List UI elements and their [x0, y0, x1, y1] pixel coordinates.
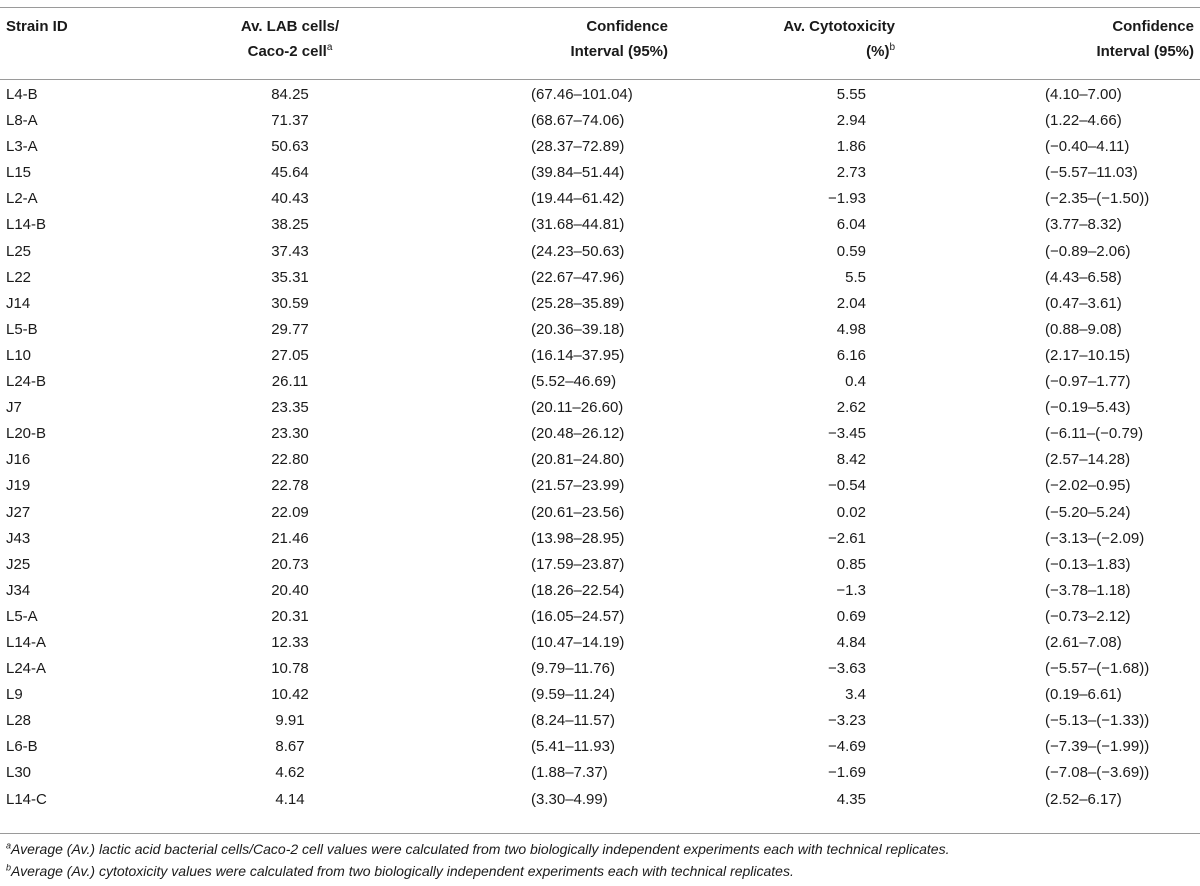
- cell-confidence-interval-2: (0.88–9.08): [1045, 320, 1122, 338]
- cell-confidence-interval-2: (−0.89–2.06): [1045, 242, 1131, 260]
- cell-strain-id: L20-B: [6, 425, 47, 443]
- bottom-rule: [0, 833, 1200, 834]
- cell-confidence-interval-1: (68.67–74.06): [531, 112, 625, 130]
- cell-av-cytotoxicity: 2.73: [836, 164, 866, 182]
- cell-strain-id: L2-A: [6, 190, 38, 208]
- cell-strain-id: J7: [6, 399, 22, 417]
- cell-av-cytotoxicity: −2.61: [828, 529, 866, 547]
- cell-confidence-interval-1: (20.11–26.60): [531, 399, 624, 417]
- cell-confidence-interval-2: (−5.20–5.24): [1045, 503, 1131, 521]
- cell-confidence-interval-1: (24.23–50.63): [531, 242, 625, 260]
- table-row: [0, 630, 1200, 656]
- table-row: [0, 317, 1200, 343]
- cell-confidence-interval-1: (13.98–28.95): [531, 529, 625, 547]
- cell-confidence-interval-2: (−0.97–1.77): [1045, 373, 1131, 391]
- cell-av-lab-cells: 22.09: [271, 503, 309, 521]
- header-confidence-interval-2: Confidence Interval (95%): [1096, 18, 1194, 60]
- header-strain-id: Strain ID: [6, 18, 68, 35]
- cell-av-cytotoxicity: 4.84: [836, 633, 866, 651]
- cell-strain-id: J34: [6, 581, 31, 599]
- cell-confidence-interval-2: (−0.73–2.12): [1045, 607, 1131, 625]
- cell-av-cytotoxicity: −3.63: [828, 660, 866, 678]
- cell-av-lab-cells: 20.73: [271, 555, 309, 573]
- table-row: [0, 212, 1200, 238]
- cell-av-cytotoxicity: 8.42: [836, 451, 866, 469]
- cell-confidence-interval-1: (20.48–26.12): [531, 425, 625, 443]
- table-header: [0, 10, 1200, 64]
- cell-av-lab-cells: 29.77: [271, 320, 309, 338]
- table-row: [0, 500, 1200, 526]
- table-row: [0, 343, 1200, 369]
- cell-av-lab-cells: 4.62: [275, 764, 305, 782]
- table-body: [0, 82, 1200, 813]
- cell-strain-id: L4-B: [6, 86, 38, 103]
- cell-av-cytotoxicity: 0.02: [836, 503, 866, 521]
- cell-confidence-interval-2: (−0.13–1.83): [1045, 555, 1131, 573]
- cell-confidence-interval-1: (22.67–47.96): [531, 268, 625, 286]
- cell-av-cytotoxicity: −0.54: [828, 477, 866, 495]
- cell-av-cytotoxicity: −1.93: [828, 190, 866, 208]
- table-row: [0, 526, 1200, 552]
- footnote-mark-b: b: [889, 42, 895, 53]
- cell-av-cytotoxicity: −3.45: [828, 425, 866, 443]
- cell-av-lab-cells: 27.05: [271, 346, 309, 364]
- cell-av-lab-cells: 23.30: [271, 425, 309, 443]
- cell-confidence-interval-1: (16.14–37.95): [531, 346, 625, 364]
- cell-strain-id: J19: [6, 477, 31, 495]
- cell-av-lab-cells: 84.25: [271, 86, 309, 103]
- cell-av-cytotoxicity: −3.23: [828, 712, 866, 730]
- table-row: [0, 656, 1200, 682]
- table-row: [0, 134, 1200, 160]
- top-rule: [0, 7, 1200, 8]
- cell-confidence-interval-2: (−2.35–(−1.50)): [1045, 190, 1150, 208]
- cell-confidence-interval-2: (−0.19–5.43): [1045, 399, 1131, 417]
- cell-confidence-interval-2: (−5.57–(−1.68)): [1045, 660, 1150, 678]
- cell-av-cytotoxicity: 5.55: [836, 86, 866, 103]
- cell-confidence-interval-1: (67.46–101.04): [531, 86, 633, 103]
- cell-av-lab-cells: 30.59: [271, 294, 309, 312]
- cell-confidence-interval-2: (2.17–10.15): [1045, 346, 1131, 364]
- table-row: [0, 108, 1200, 134]
- cell-strain-id: L15: [6, 164, 32, 182]
- table-row: [0, 265, 1200, 291]
- cell-confidence-interval-1: (5.52–46.69): [531, 373, 617, 391]
- cell-av-lab-cells: 71.37: [271, 112, 309, 130]
- cell-confidence-interval-1: (39.84–51.44): [531, 164, 625, 182]
- cell-av-lab-cells: 9.91: [275, 712, 305, 730]
- cell-confidence-interval-2: (−5.57–11.03): [1045, 164, 1138, 182]
- cell-av-cytotoxicity: 0.69: [836, 607, 866, 625]
- cell-strain-id: J25: [6, 555, 31, 573]
- cell-confidence-interval-2: (−0.40–4.11): [1045, 138, 1130, 156]
- header-av-cytotoxicity: Av. Cytotoxicity (%)$^b$: [783, 18, 895, 60]
- table-row: [0, 421, 1200, 447]
- cell-strain-id: L5-A: [6, 607, 38, 625]
- table-row: [0, 291, 1200, 317]
- cell-confidence-interval-1: (28.37–72.89): [531, 138, 625, 156]
- cell-av-cytotoxicity: 0.59: [836, 242, 866, 260]
- cell-av-cytotoxicity: 6.04: [836, 216, 866, 234]
- cell-confidence-interval-1: (19.44–61.42): [531, 190, 625, 208]
- cell-confidence-interval-1: (31.68–44.81): [531, 216, 625, 234]
- cell-av-cytotoxicity: 4.98: [836, 320, 866, 338]
- cell-confidence-interval-1: (5.41–11.93): [531, 738, 615, 756]
- table-row: [0, 395, 1200, 421]
- footnote-mark-a: a: [326, 42, 333, 53]
- cell-av-lab-cells: 23.35: [271, 399, 309, 417]
- cell-confidence-interval-2: (4.10–7.00): [1045, 86, 1122, 103]
- cell-av-lab-cells: 8.67: [275, 738, 305, 756]
- cell-strain-id: L14-A: [6, 633, 47, 651]
- footnote-b: $^b$Average (Av.) cytotoxicity values were calculated from two biologically independent experiments each with technical replicates.: [6, 862, 794, 879]
- cell-av-lab-cells: 40.43: [271, 190, 309, 208]
- cell-confidence-interval-2: (0.47–3.61): [1045, 294, 1122, 312]
- cell-av-lab-cells: 50.63: [271, 138, 309, 156]
- table-row: [0, 734, 1200, 760]
- cell-av-lab-cells: 21.46: [271, 529, 309, 547]
- cell-confidence-interval-1: (9.79–11.76): [531, 660, 615, 678]
- cell-strain-id: L3-A: [6, 138, 38, 156]
- cell-confidence-interval-1: (18.26–22.54): [531, 581, 625, 599]
- cell-confidence-interval-2: (−7.08–(−3.69)): [1045, 764, 1150, 782]
- cell-av-cytotoxicity: 5.5: [845, 268, 866, 286]
- table-row: [0, 82, 1200, 108]
- cell-confidence-interval-2: (2.57–14.28): [1045, 451, 1131, 469]
- table-row: [0, 604, 1200, 630]
- cell-av-cytotoxicity: 2.94: [836, 112, 866, 130]
- cell-av-lab-cells: 12.33: [271, 633, 309, 651]
- header-rule: [0, 79, 1200, 80]
- cell-strain-id: L9: [6, 686, 23, 704]
- cell-strain-id: L10: [6, 346, 32, 364]
- table-row: [0, 239, 1200, 265]
- cell-av-cytotoxicity: 2.62: [836, 399, 866, 417]
- cell-strain-id: L14-C: [6, 790, 47, 808]
- table-row: [0, 473, 1200, 499]
- cell-av-lab-cells: 20.31: [271, 607, 309, 625]
- cell-confidence-interval-1: (20.61–23.56): [531, 503, 625, 521]
- cell-confidence-interval-1: (17.59–23.87): [531, 555, 625, 573]
- table-row: [0, 552, 1200, 578]
- header-av-lab-cells: Av. LAB cells/ Caco-2 cell$^a$: [240, 18, 340, 60]
- cell-confidence-interval-2: (−3.13–(−2.09): [1045, 529, 1145, 547]
- cell-confidence-interval-1: (3.30–4.99): [531, 790, 608, 808]
- table-row: [0, 787, 1200, 813]
- cell-confidence-interval-2: (−2.02–0.95): [1045, 477, 1131, 495]
- cell-av-cytotoxicity: 4.35: [836, 790, 866, 808]
- cell-av-cytotoxicity: 2.04: [836, 294, 866, 312]
- cell-av-cytotoxicity: 3.4: [845, 686, 866, 704]
- cell-strain-id: L6-B: [6, 738, 38, 756]
- cell-strain-id: L14-B: [6, 216, 47, 234]
- cell-av-lab-cells: 37.43: [271, 242, 309, 260]
- footnote-a: $^a$Average (Av.) lactic acid bacterial cells/Caco-2 cell values were calculated from two biologically independent experiments each with technical replicates.: [6, 840, 950, 857]
- cell-av-lab-cells: 38.25: [271, 216, 309, 234]
- cell-confidence-interval-1: (10.47–14.19): [531, 633, 625, 651]
- table-row: [0, 578, 1200, 604]
- cell-strain-id: J43: [6, 529, 31, 547]
- cell-confidence-interval-2: (−6.11–(−0.79): [1045, 425, 1144, 443]
- cell-strain-id: L28: [6, 712, 32, 730]
- cell-confidence-interval-1: (20.81–24.80): [531, 451, 625, 469]
- cell-av-cytotoxicity: −1.3: [836, 581, 866, 599]
- cell-strain-id: L8-A: [6, 112, 38, 130]
- cell-confidence-interval-2: (0.19–6.61): [1045, 686, 1122, 704]
- cell-av-lab-cells: 22.78: [271, 477, 309, 495]
- cell-av-cytotoxicity: 0.4: [845, 373, 866, 391]
- table-row: [0, 760, 1200, 786]
- cell-av-lab-cells: 4.14: [275, 790, 305, 808]
- cell-confidence-interval-1: (16.05–24.57): [531, 607, 625, 625]
- cell-av-lab-cells: 26.11: [271, 373, 309, 391]
- cell-av-lab-cells: 22.80: [271, 451, 309, 469]
- cell-confidence-interval-2: (1.22–4.66): [1045, 112, 1122, 130]
- cell-strain-id: J14: [6, 294, 31, 312]
- cell-av-lab-cells: 35.31: [271, 268, 309, 286]
- cell-av-cytotoxicity: 0.85: [836, 555, 866, 573]
- table-row: [0, 369, 1200, 395]
- cell-av-lab-cells: 45.64: [271, 164, 309, 182]
- cell-confidence-interval-1: (1.88–7.37): [531, 764, 608, 782]
- cell-strain-id: L5-B: [6, 320, 38, 338]
- cell-strain-id: J16: [6, 451, 31, 469]
- cell-strain-id: J27: [6, 503, 31, 521]
- cell-strain-id: L22: [6, 268, 32, 286]
- cell-av-lab-cells: 10.78: [271, 660, 309, 678]
- cell-confidence-interval-2: (2.61–7.08): [1045, 633, 1122, 651]
- cell-av-lab-cells: 20.40: [271, 581, 309, 599]
- cell-av-cytotoxicity: 1.86: [836, 138, 866, 156]
- cell-confidence-interval-1: (21.57–23.99): [531, 477, 625, 495]
- cell-confidence-interval-1: (25.28–35.89): [531, 294, 625, 312]
- table-row: [0, 447, 1200, 473]
- cell-confidence-interval-2: (−5.13–(−1.33)): [1045, 712, 1150, 730]
- table-row: [0, 186, 1200, 212]
- cell-confidence-interval-2: (3.77–8.32): [1045, 216, 1122, 234]
- cell-confidence-interval-2: (−3.78–1.18): [1045, 581, 1131, 599]
- table-row: [0, 682, 1200, 708]
- header-confidence-interval-1: Confidence Interval (95%): [570, 18, 668, 60]
- cell-av-cytotoxicity: −4.69: [828, 738, 866, 756]
- cell-av-lab-cells: 10.42: [271, 686, 309, 704]
- cell-confidence-interval-1: (20.36–39.18): [531, 320, 625, 338]
- cell-av-cytotoxicity: 6.16: [836, 346, 866, 364]
- cell-strain-id: L24-A: [6, 660, 47, 678]
- table-row: [0, 708, 1200, 734]
- cell-confidence-interval-1: (8.24–11.57): [531, 712, 615, 730]
- cell-confidence-interval-2: (2.52–6.17): [1045, 790, 1122, 808]
- cell-confidence-interval-2: (4.43–6.58): [1045, 268, 1122, 286]
- cell-strain-id: L30: [6, 764, 32, 782]
- cell-av-cytotoxicity: −1.69: [828, 764, 866, 782]
- cell-strain-id: L24-B: [6, 373, 47, 391]
- table-row: [0, 160, 1200, 186]
- cell-confidence-interval-1: (9.59–11.24): [531, 686, 615, 704]
- cell-confidence-interval-2: (−7.39–(−1.99)): [1045, 738, 1150, 756]
- cell-strain-id: L25: [6, 242, 32, 260]
